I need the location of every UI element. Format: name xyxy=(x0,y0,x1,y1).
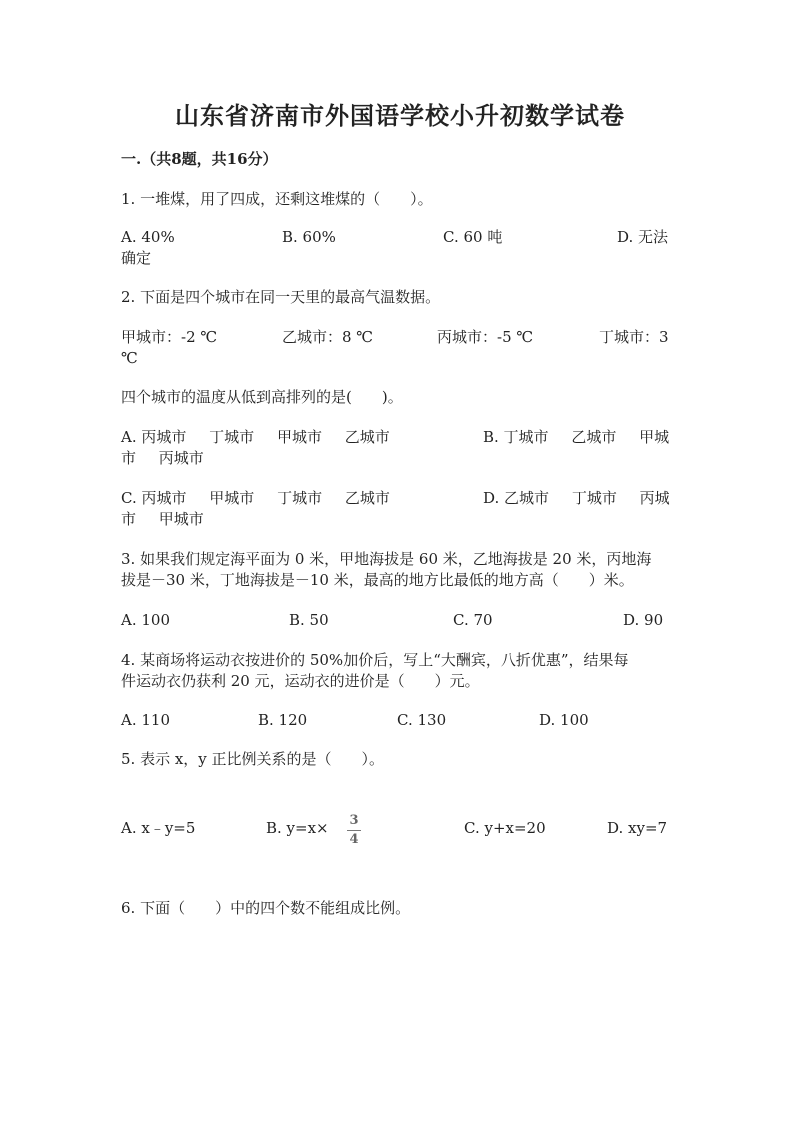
q2-c-2: 甲城市 xyxy=(209,489,255,507)
q2-temp-yi: 乙城市：8 ℃ xyxy=(282,328,374,346)
q2-option-c xyxy=(121,488,390,509)
q3-option-c: C. 70 xyxy=(453,611,493,629)
question-3-stem-line2: 拔是－30 米，丁地海拔是－10 米，最高的地方比最低的地方高（ ）米。 xyxy=(121,571,634,589)
q1-option-a: A. 40% xyxy=(121,228,175,246)
q2-d-1: D. 乙城市 xyxy=(483,489,550,507)
q3-option-a: A. 100 xyxy=(121,611,170,629)
q2-d-4: 市 xyxy=(121,510,137,528)
q4-option-b: B. 120 xyxy=(258,711,308,729)
q2-a-1: A. 丙城市 xyxy=(121,428,187,446)
question-6-stem: 6. 下面（ ）中的四个数不能组成比例。 xyxy=(121,899,411,917)
q5-option-d: D. xy=7 xyxy=(607,819,668,837)
q3-option-b: B. 50 xyxy=(289,611,329,629)
q5-fraction xyxy=(347,814,361,847)
question-2-ask: 四个城市的温度从低到高排列的是( )。 xyxy=(121,388,403,406)
fraction-bar xyxy=(347,830,361,831)
q2-b-5: 丙城市 xyxy=(158,449,204,467)
q2-b-3: 甲城 xyxy=(639,428,670,446)
q2-a-2: 丁城市 xyxy=(209,428,255,446)
question-5-stem: 5. 表示 x，y 正比例关系的是（ ）。 xyxy=(121,750,385,768)
q1-option-b: B. 60% xyxy=(282,228,336,246)
question-4-stem-line2: 件运动衣仍获利 20 元，运动衣的进价是（ ）元。 xyxy=(121,672,480,690)
section-heading: 一.（共8题，共16分） xyxy=(121,150,278,168)
q2-c-3: 丁城市 xyxy=(277,489,323,507)
q2-option-d-continued xyxy=(121,509,204,530)
q2-option-b xyxy=(483,427,669,448)
q4-option-d: D. 100 xyxy=(539,711,589,729)
q2-option-d xyxy=(483,488,670,509)
q5-option-c: C. y+x=20 xyxy=(464,819,546,837)
q2-c-1: C. 丙城市 xyxy=(121,489,187,507)
q4-option-a: A. 110 xyxy=(121,711,170,729)
q5-option-a: A. x﹣y=5 xyxy=(121,819,196,837)
q2-a-4: 乙城市 xyxy=(344,428,390,446)
q1-option-d-continued: 确定 xyxy=(121,249,152,267)
q2-b-4: 市 xyxy=(121,449,137,467)
q1-option-c: C. 60 吨 xyxy=(443,228,503,246)
q2-temp-ding-continued: ℃ xyxy=(121,349,138,367)
q2-b-2: 乙城市 xyxy=(571,428,617,446)
q2-d-2: 丁城市 xyxy=(571,489,617,507)
q3-option-d: D. 90 xyxy=(623,611,664,629)
question-2-stem: 2. 下面是四个城市在同一天里的最高气温数据。 xyxy=(121,288,441,306)
q2-c-4: 乙城市 xyxy=(344,489,390,507)
fraction-denominator: 4 xyxy=(349,832,359,847)
q5-option-b: B. y=x× xyxy=(266,819,329,837)
question-3-stem-line1: 3. 如果我们规定海平面为 0 米，甲地海拔是 60 米，乙地海拔是 20 米，丙地海 xyxy=(121,550,652,568)
exam-title: 山东省济南市外国语学校小升初数学试卷 xyxy=(175,101,625,130)
q2-d-5: 甲城市 xyxy=(158,510,204,528)
q2-option-a xyxy=(121,427,390,448)
fraction-numerator: 3 xyxy=(349,813,359,828)
question-4-stem-line1: 4. 某商场将运动衣按进价的 50%加价后，写上“大酬宾，八折优惠”，结果每 xyxy=(121,651,629,669)
q2-temp-jia: 甲城市：-2 ℃ xyxy=(121,328,218,346)
q2-a-3: 甲城市 xyxy=(276,428,322,446)
q2-d-3: 丙城 xyxy=(639,489,670,507)
q1-option-d: D. 无法 xyxy=(617,228,669,246)
q2-temp-bing: 丙城市：-5 ℃ xyxy=(437,328,534,346)
q2-temp-ding: 丁城市：3 xyxy=(599,328,669,346)
q2-b-1: B. 丁城市 xyxy=(483,428,549,446)
q2-option-b-continued xyxy=(121,448,204,469)
question-1-stem: 1. 一堆煤，用了四成，还剩这堆煤的（ ）。 xyxy=(121,190,433,208)
q4-option-c: C. 130 xyxy=(397,711,447,729)
